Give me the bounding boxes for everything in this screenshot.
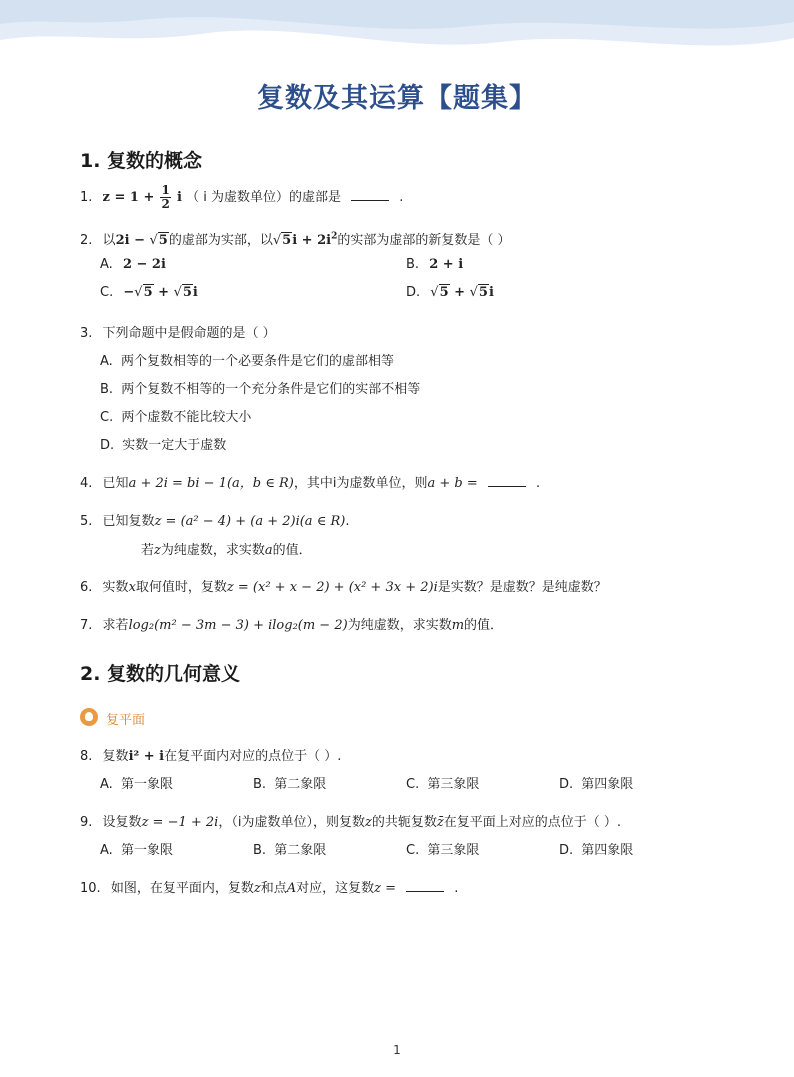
option-c[interactable]: [406, 773, 479, 792]
question-4: [80, 472, 540, 491]
math-variable: x: [128, 580, 136, 595]
header-wave-decoration: [0, 0, 794, 60]
question-number: 1.: [80, 190, 93, 205]
option-text: 两个复数不相等的一个充分条件是它们的实部不相等: [121, 382, 421, 397]
question-text: 在复平面内对应的点位于（ ）.: [164, 749, 342, 764]
question-2: [80, 229, 510, 248]
option-value: i: [488, 285, 494, 300]
sqrt-expression: √5: [469, 285, 488, 300]
option-a[interactable]: [100, 839, 173, 858]
question-9: [80, 811, 621, 830]
option-label: A.: [100, 257, 113, 272]
question-text: 是实数？是虚数？是纯虚数？: [437, 580, 607, 595]
math-expression: a + b =: [427, 476, 478, 491]
option-label: C.: [100, 410, 114, 425]
math-expression: z = −1 + 2i: [141, 815, 219, 830]
math-expression: z = 1 +: [102, 190, 155, 205]
option-d[interactable]: [406, 285, 494, 300]
option-d[interactable]: [559, 839, 633, 858]
fraction-numerator: 1: [161, 183, 170, 197]
option-value: −: [123, 285, 135, 300]
fraction: [160, 184, 170, 211]
document-title: 复数及其运算【题集】: [257, 83, 537, 114]
question-end: .: [454, 881, 459, 896]
option-text: 实数一定大于虚数: [122, 438, 227, 453]
question-number: 8.: [80, 749, 93, 764]
option-text: 第一象限: [120, 777, 173, 792]
option-b[interactable]: [253, 839, 326, 858]
imaginary-unit: i: [176, 190, 182, 205]
question-number: 3.: [80, 326, 93, 341]
math-expression: z = (a² − 4) + (a + 2)i(a ∈ R): [154, 514, 346, 529]
question-text: 的值．: [272, 543, 312, 558]
question-text: 若: [141, 543, 155, 558]
answer-blank[interactable]: [488, 474, 526, 487]
question-text: 取何值时，复数: [135, 580, 227, 595]
section-heading-geometry: 2. 复数的几何意义: [80, 663, 241, 685]
question-text: 和点: [260, 881, 287, 896]
page-number: 1: [393, 1043, 401, 1057]
question-text: ，其中i为虚数单位，则: [293, 476, 428, 491]
lightbulb-icon: [80, 708, 98, 726]
question-text: 在复平面上对应的点位于（ ）.: [443, 815, 621, 830]
section-heading-concept: 1. 复数的概念: [80, 150, 203, 172]
math-variable: a: [264, 543, 273, 558]
sqrt-expression: √5: [134, 285, 153, 300]
option-text: 两个复数相等的一个必要条件是它们的虚部相等: [120, 354, 394, 369]
option-label: B.: [406, 257, 420, 272]
question-text: 的虚部为实部，以: [168, 233, 273, 248]
math-variable: z: [154, 543, 161, 558]
option-label: C.: [406, 777, 420, 792]
option-text: 第三象限: [427, 777, 480, 792]
option-label: B.: [253, 777, 267, 792]
option-label: C.: [406, 843, 420, 858]
option-label: C.: [100, 285, 114, 300]
option-c[interactable]: [100, 406, 251, 425]
question-8: [80, 745, 341, 764]
option-a[interactable]: [100, 350, 394, 369]
question-text: 为纯虚数，求实数: [347, 618, 452, 633]
math-expression: a + 2i = bi − 1(a，b ∈ R): [128, 476, 294, 491]
question-7: [80, 614, 503, 633]
question-number: 9.: [80, 815, 93, 830]
option-text: 第三象限: [427, 843, 480, 858]
subsection-heading: 复平面: [106, 713, 146, 728]
question-number: 5.: [80, 514, 93, 529]
option-d[interactable]: [559, 773, 633, 792]
math-expression: 2i −: [115, 233, 150, 248]
option-label: D.: [559, 777, 574, 792]
option-b[interactable]: [253, 773, 326, 792]
question-text: 已知: [102, 476, 129, 491]
option-label: B.: [100, 382, 114, 397]
question-text: ，（i为虚数单位），则复数: [218, 815, 365, 830]
option-a[interactable]: [100, 773, 173, 792]
option-label: A.: [100, 354, 113, 369]
question-text: 的值．: [464, 618, 504, 633]
option-label: A.: [100, 777, 113, 792]
option-value: 2 + i: [429, 257, 464, 272]
option-c[interactable]: [406, 839, 479, 858]
math-expression: log₂(m² − 3m − 3) + ilog₂(m − 2): [128, 618, 348, 633]
answer-blank[interactable]: [351, 188, 389, 201]
math-expression: i + 2i: [292, 233, 332, 248]
question-5-part: [141, 539, 312, 558]
math-variable: A: [286, 881, 297, 896]
question-number: 10.: [80, 881, 101, 896]
question-3: [80, 322, 276, 341]
question-number: 4.: [80, 476, 93, 491]
question-text: 设复数: [102, 815, 142, 830]
question-number: 7.: [80, 618, 93, 633]
question-5: [80, 510, 349, 529]
option-text: 第四象限: [581, 777, 634, 792]
sqrt-expression: √5: [430, 285, 449, 300]
option-text: 两个虚数不能比较大小: [121, 410, 252, 425]
option-label: D.: [559, 843, 574, 858]
option-value: 2 − 2i: [122, 257, 166, 272]
option-b[interactable]: [406, 257, 463, 272]
question-end: .: [536, 476, 541, 491]
option-text: 第一象限: [120, 843, 173, 858]
question-text: 已知复数: [102, 514, 155, 529]
question-10: [80, 877, 458, 896]
question-6: [80, 576, 607, 595]
option-label: D.: [406, 285, 421, 300]
fraction-denominator: 2: [161, 197, 170, 211]
question-text: 对应，这复数: [296, 881, 375, 896]
option-text: 第二象限: [274, 843, 327, 858]
sqrt-expression: √5: [173, 285, 192, 300]
question-text: 实数: [102, 580, 129, 595]
option-b[interactable]: [100, 378, 420, 397]
option-value: i: [192, 285, 198, 300]
question-text: 下列命题中是假命题的是（ ）: [102, 326, 276, 341]
question-text: （ i 为虚数单位）的虚部是: [186, 190, 341, 205]
exponent: 2: [331, 231, 338, 242]
option-text: 第二象限: [274, 777, 327, 792]
question-text: 求若: [102, 618, 129, 633]
math-variable: z̄: [436, 815, 444, 830]
question-text: 以: [102, 233, 116, 248]
option-value: +: [153, 285, 174, 300]
option-value: +: [449, 285, 470, 300]
option-text: 第四象限: [581, 843, 634, 858]
question-number: 6.: [80, 580, 93, 595]
option-label: D.: [100, 438, 115, 453]
sqrt-expression: √5: [272, 233, 292, 248]
question-text: 的共轭复数: [371, 815, 437, 830]
math-variable: m: [451, 618, 465, 633]
math-expression: z = (x² + x − 2) + (x² + 3x + 2)i: [226, 580, 438, 595]
math-expression: i² + i: [128, 749, 165, 764]
question-number: 2.: [80, 233, 93, 248]
math-variable: z: [364, 815, 372, 830]
option-c[interactable]: [100, 285, 198, 300]
question-text: 复数: [102, 749, 129, 764]
question-text: 为纯虚数，求实数: [160, 543, 265, 558]
question-text: 的实部为虚部的新复数是（ ）: [337, 233, 511, 248]
math-variable: z: [253, 881, 261, 896]
option-label: B.: [253, 843, 267, 858]
option-label: A.: [100, 843, 113, 858]
option-d[interactable]: [100, 434, 226, 453]
answer-blank[interactable]: [406, 879, 444, 892]
option-a[interactable]: [100, 257, 166, 272]
question-1: [80, 184, 403, 211]
question-text: 如图，在复平面内，复数: [110, 881, 254, 896]
question-end: .: [399, 190, 404, 205]
sqrt-expression: √5: [149, 233, 168, 248]
math-expression: z =: [374, 881, 396, 896]
question-end: .: [345, 514, 350, 529]
